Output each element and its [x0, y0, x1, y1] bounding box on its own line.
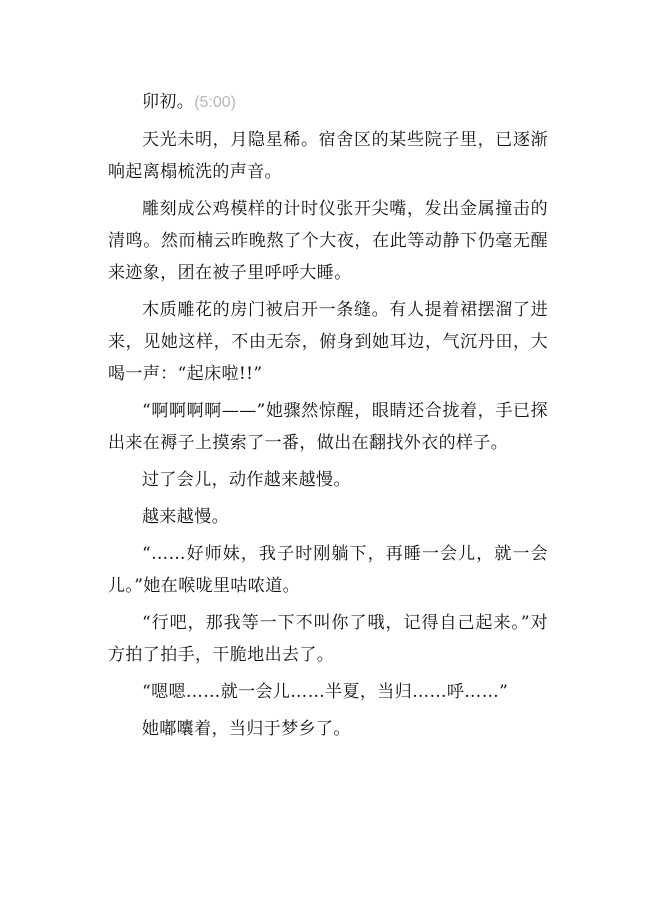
paragraph-7: “……好师妹，我子时刚躺下，再睡一会儿，就一会儿。”她在喉咙里咕哝道。 [108, 544, 548, 596]
heading-text: 卯初。 [142, 92, 195, 112]
paragraph-6: 越来越慢。 [142, 507, 229, 527]
paragraph-5: 过了会儿，动作越来越慢。 [142, 470, 351, 490]
paragraph-9: “嗯嗯……就一会儿……半夏，当归……呼……” [142, 682, 509, 702]
document-body [108, 86, 548, 750]
heading-paragraph [108, 86, 548, 119]
paragraph-10: 她嘟囔着，当归于梦乡了。 [142, 719, 351, 739]
paragraph-3: 木质雕花的房门被启开一条缝。有人提着裙摆溜了进来，见她这样，不由无奈，俯身到她耳边，气沉丹田，大喝一声：“起床啦!!” [108, 300, 548, 384]
paragraph-2: 雕刻成公鸡模样的计时仪张开尖嘴，发出金属撞击的清鸣。然而楠云昨晚熬了个大夜，在此等动静下仍毫无醒来迹象，团在被子里呼呼大睡。 [108, 199, 548, 283]
paragraph-8: “行吧，那我等一下不叫你了哦，记得自己起来。”对方拍了拍手，干脆地出去了。 [108, 613, 548, 665]
time-note: (5:00) [194, 94, 236, 111]
paragraph-4: “啊啊啊啊——”她骤然惊醒，眼睛还合拢着，手已探出来在褥子上摸索了一番，做出在翻找外衣的样子。 [108, 401, 548, 453]
paragraph-1: 天光未明，月隐星稀。宿舍区的某些院子里，已逐渐响起离榻梳洗的声音。 [108, 130, 548, 182]
